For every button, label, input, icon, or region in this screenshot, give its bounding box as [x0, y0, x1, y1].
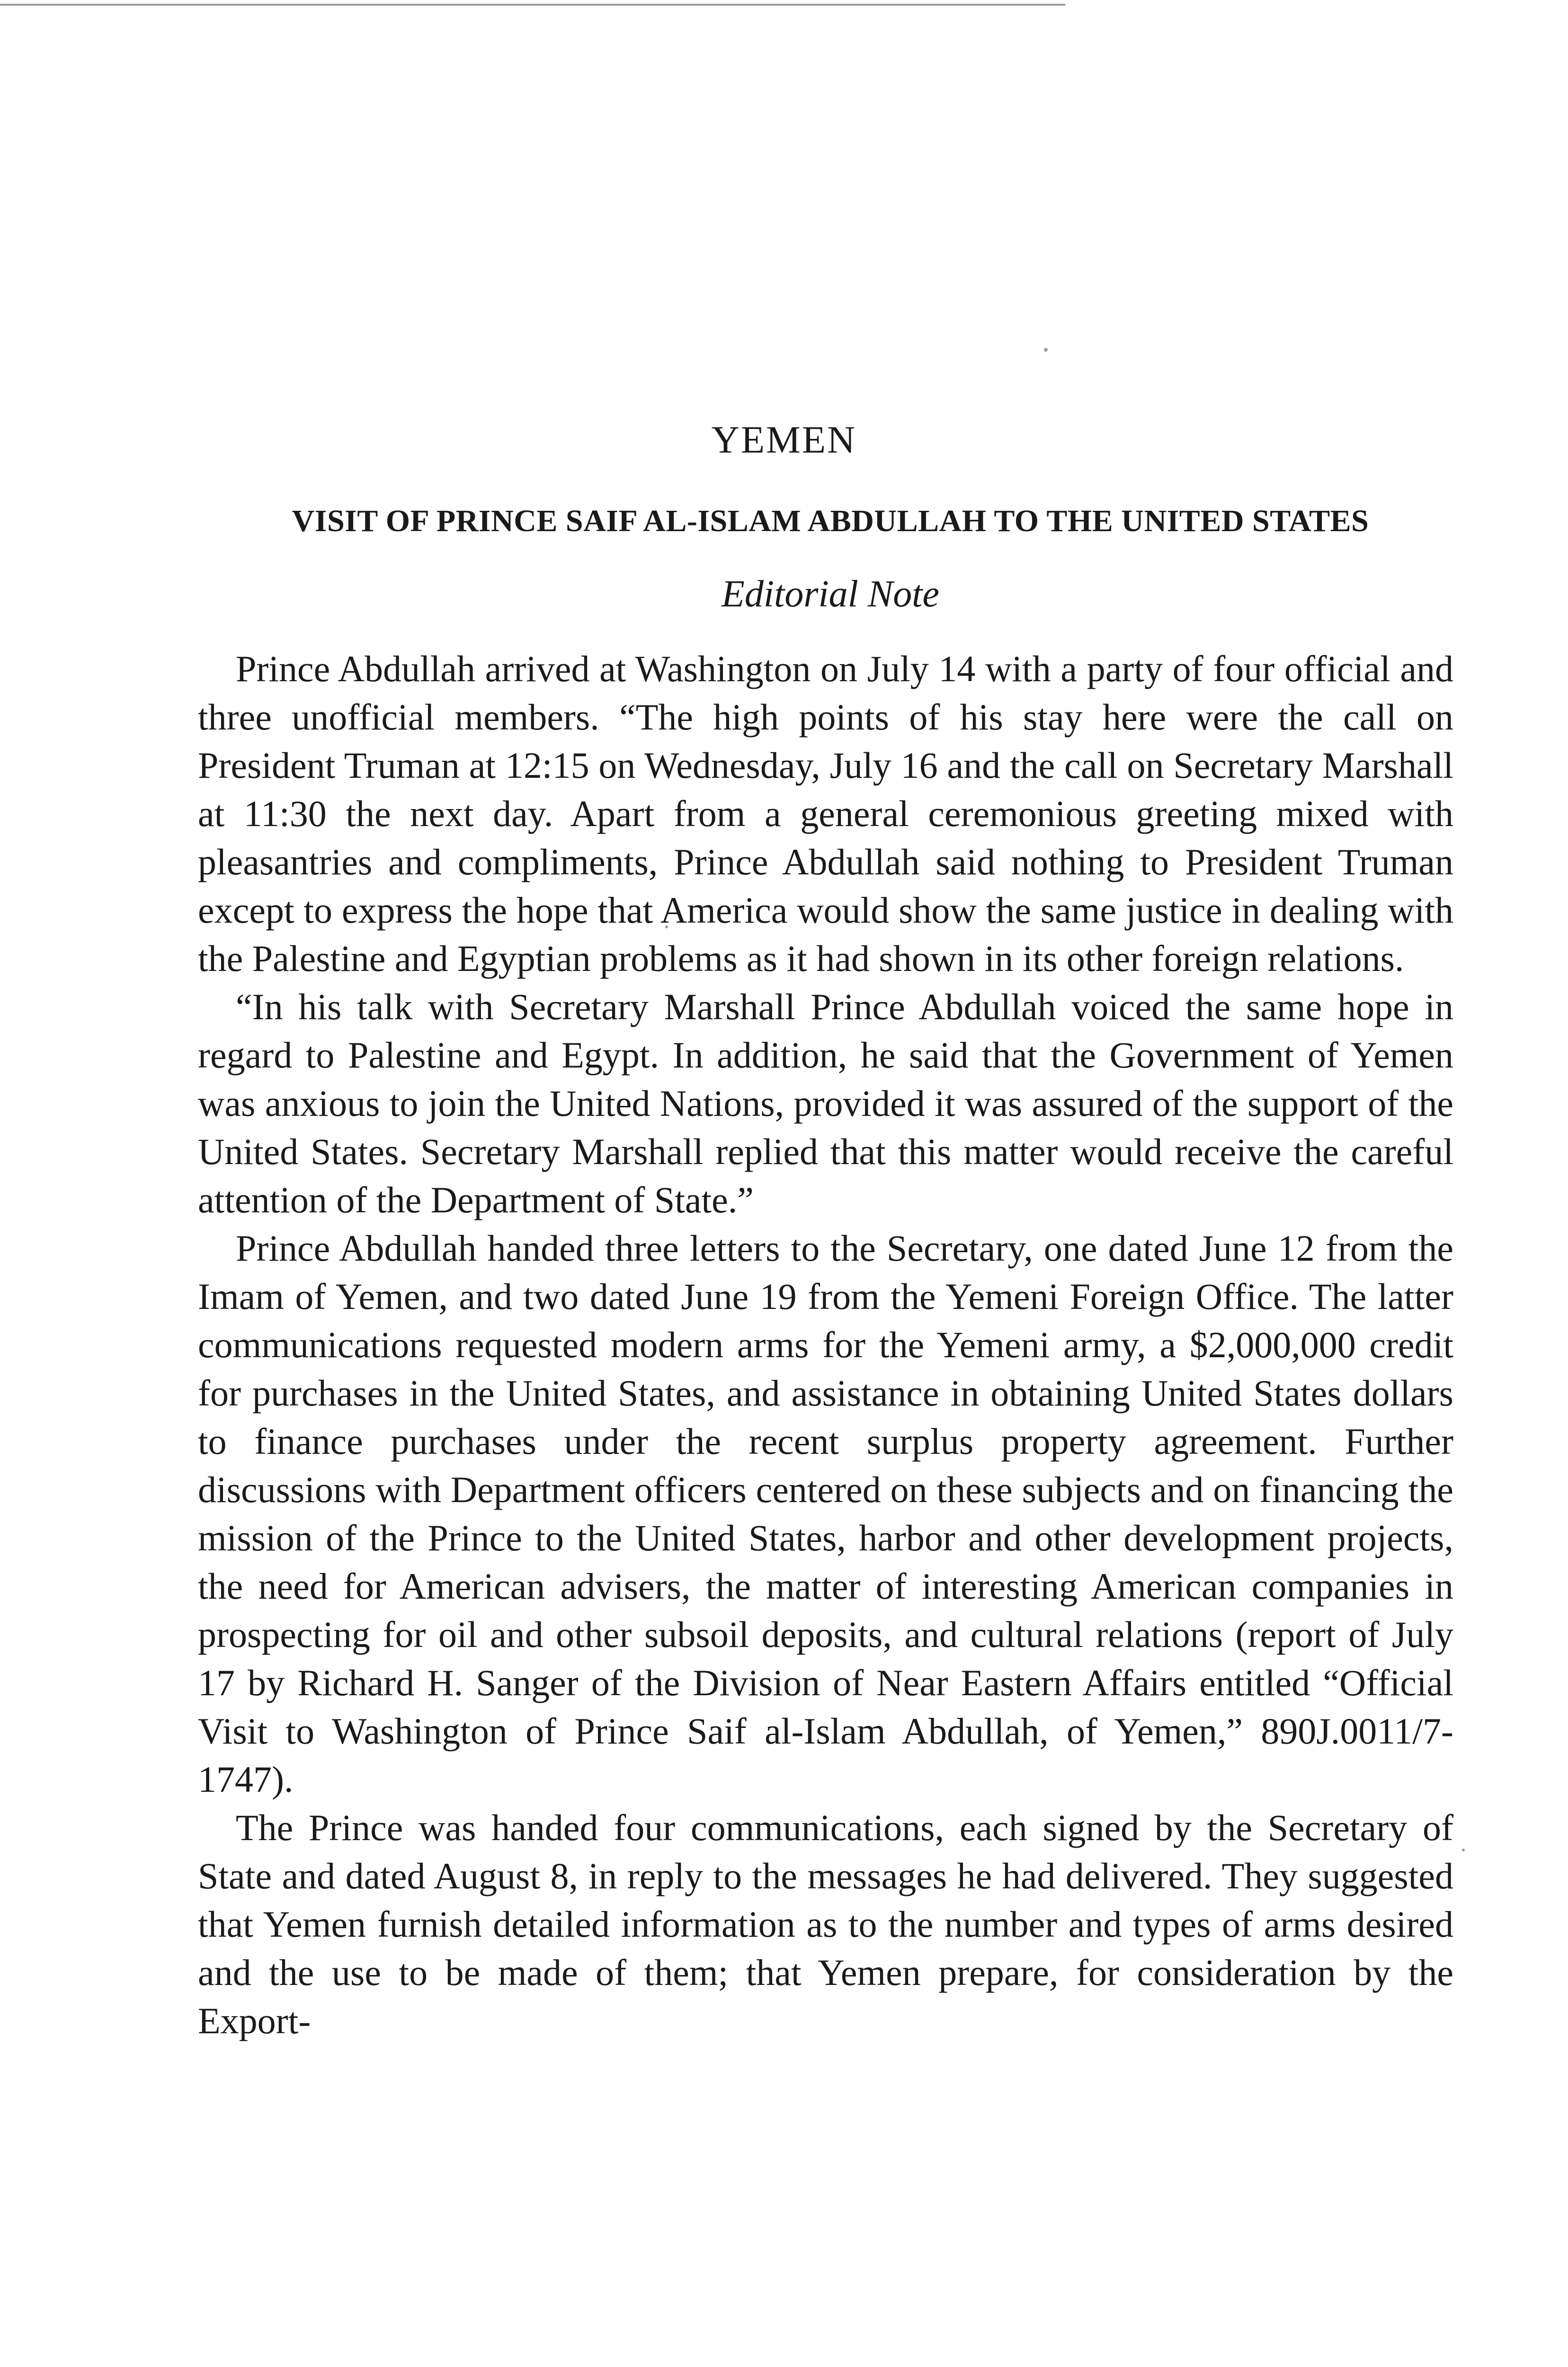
note-heading: Editorial Note — [722, 573, 939, 615]
paragraph-1: Prince Abdullah arrived at Washington on July 14 with a party of four official and three unofficial members. “The high points of his stay here were the call on President Truman at 12:15 on Wednesday, July 16 and the call on Secretary Marshall at 11:30 the next day. Apart from a general ceremonious greeting mixed with pleasantries and compliments, Prince Abdullah said nothing to President Truman except to express the hope that America would show the same justice in dealing with the Palestine and Egyptian problems as it had shown in its other foreign relations. — [198, 648, 1453, 979]
paragraph-2: “In his talk with Secretary Marshall Prince Abdullah voiced the same hope in regard to Palestine and Egypt. In addition, he said that the Government of Yemen was anxious to join the United Nations, provided it was assured of the support of the United States. Secretary Marshall replied that this matter would receive the careful attention of the Department of State.” — [198, 986, 1453, 1220]
body-text — [198, 645, 1453, 2045]
top-rule — [0, 4, 1065, 6]
paragraph-3: Prince Abdullah handed three letters to the Secretary, one dated June 12 from the Imam of Yemen, and two dated June 19 from the Yemeni Foreign Office. The latter communications requested modern arms for the Yemeni army, a $2,000,000 credit for purchases in the United States, and assistance in obtaining United States dollars to finance purchases under the recent surplus property agreement. Further discussions with Department officers centered on these subjects and on financing the mission of the Prince to the United States, harbor and other development projects, the need for American advisers, the matter of interesting American companies in prospecting for oil and other subsoil deposits, and cultural relations (report of July 17 by Richard H. Sanger of the Division of Near Eastern Affairs entitled “Official Visit to Washington of Prince Saif al-Islam Abdullah, of Yemen,” 890J.0011/7-1747). — [198, 1228, 1453, 1800]
scan-speck — [1044, 348, 1048, 352]
subject-title: VISIT OF PRINCE SAIF AL-ISLAM ABDULLAH TO THE UNITED STATES — [292, 504, 1369, 538]
scan-speck — [1462, 1849, 1465, 1851]
section-title: YEMEN — [711, 418, 857, 461]
paragraph-4: The Prince was handed four communications, each signed by the Secretary of State and dated August 8, in reply to the messages he had delivered. They suggested that Yemen furnish detailed information as to the number and types of arms desired and the use to be made of them; that Yemen prepare, for consideration by the Export- — [198, 1807, 1453, 2041]
